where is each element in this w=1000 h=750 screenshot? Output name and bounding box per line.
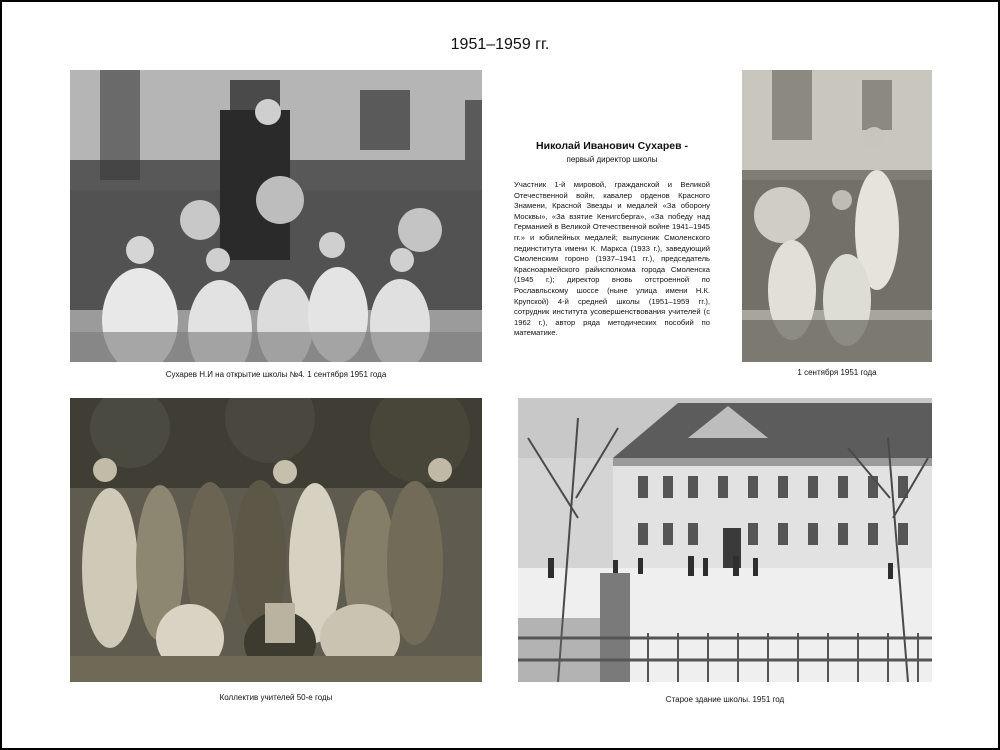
- photo-old-school-building: [518, 398, 932, 682]
- director-role: первый директор школы: [566, 155, 658, 164]
- page-title: 1951–1959 гг.: [450, 36, 550, 53]
- biography: [514, 140, 710, 339]
- biography-text: Участник 1-й мировой, гражданской и Великой Отечественной войн, кавалер орденов Красного Знамени, Красной Звезды и медалей «За оборону Москвы», «За взятие Кенигсберга», «За победу над Германией в Великой Отечественной войне 1941–1945 гг.» и юбилейных медалей; выпускник Смоленского пединститута имени К. Маркса (1933 г.), заведующий Смоленским гороно (1937–1941 гг.), председатель Красноармейского райисполкома города Смоленска (1945 г.); директор вновь отстроенной по Рославльскому шоссе (ныне улица имени Н.К. Крупской) 4-й средней школы (1951–1959 гг.), сотрудник института усовершенствования учителей (с 1962 г.), автор ряда методических пособий по математике.: [514, 180, 710, 338]
- caption-old-school-building: Старое здание школы. 1951 год: [665, 695, 785, 704]
- caption-teachers-collective: Коллектив учителей 50-е годы: [219, 693, 333, 702]
- photo-opening-ceremony: [70, 70, 482, 362]
- director-name: Николай Иванович Сухарев -: [536, 140, 688, 152]
- photo-first-september: [742, 70, 932, 362]
- photo-teachers-collective: [70, 398, 482, 682]
- caption-first-september: 1 сентября 1951 года: [797, 368, 877, 377]
- caption-opening-ceremony: Сухарев Н.И на открытие школы №4. 1 сентября 1951 года: [165, 370, 387, 379]
